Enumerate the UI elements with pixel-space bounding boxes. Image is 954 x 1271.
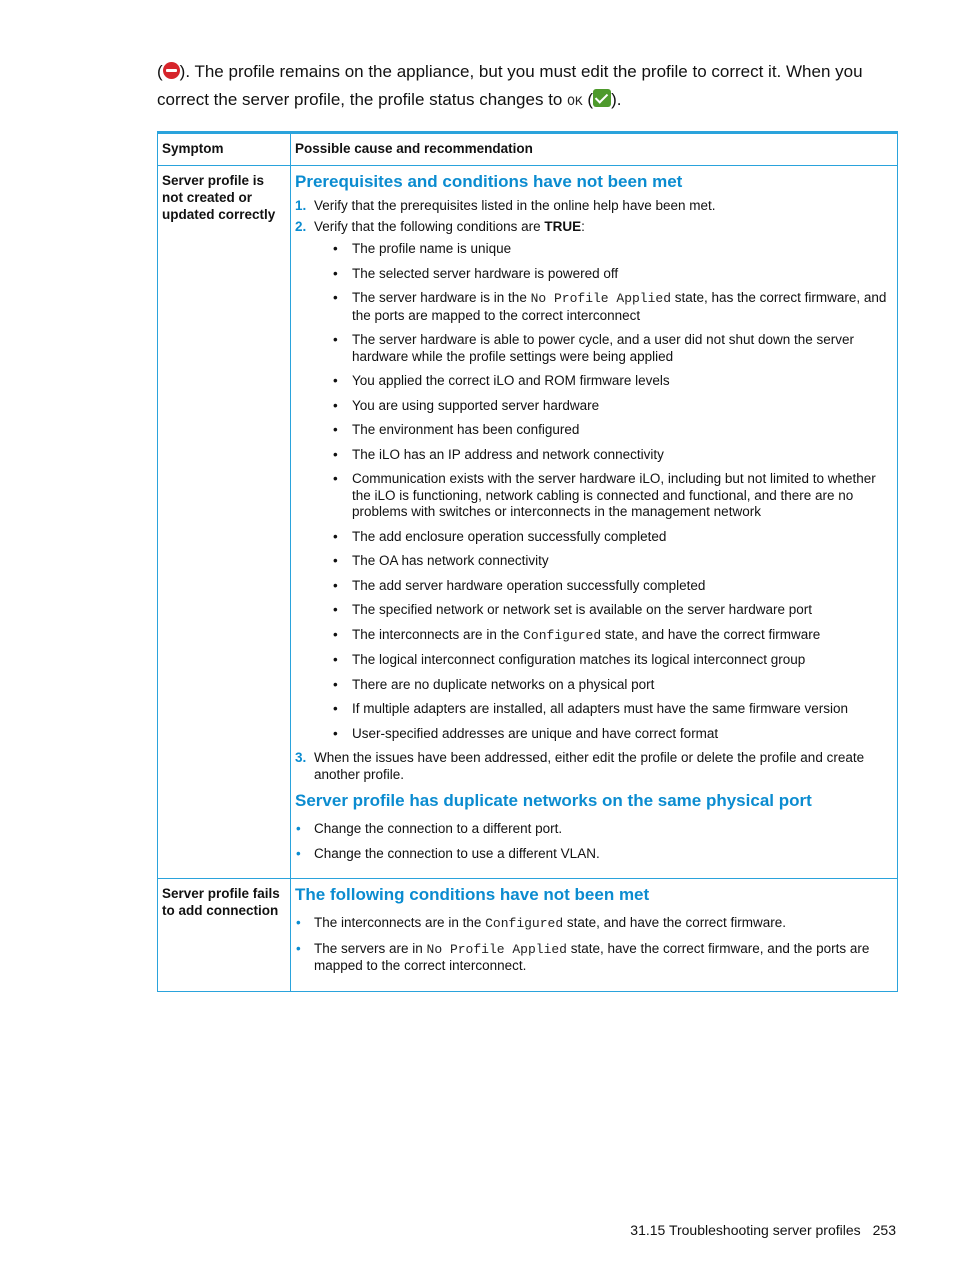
cause-cell (291, 879, 898, 992)
footer-section-title: 31.15 Troubleshooting server profiles (630, 1222, 861, 1238)
item-text: The server hardware is in the (352, 290, 531, 305)
code-text: No Profile Applied (530, 291, 672, 306)
intro-text-2: ( (582, 90, 594, 109)
item-text: state, has the correct firmware, and the ports are mapped to the correct interconnect (352, 290, 887, 323)
step-emphasis: TRUE (544, 218, 582, 234)
list-item: • The logical interconnect configuration matches its logical interconnect group (314, 652, 891, 669)
page-footer (630, 1222, 896, 1238)
list-item: • You applied the correct iLO and ROM firmware levels (314, 373, 891, 390)
symptom-cell: Server profile is not created or updated correctly (158, 166, 291, 879)
step-number: 1. (295, 198, 307, 213)
section-heading-prerequisites: Prerequisites and conditions have not been met (295, 172, 683, 191)
list-item: • The add enclosure operation successfully completed (314, 529, 891, 546)
list-item (295, 219, 891, 743)
list-item (295, 750, 891, 783)
ok-status-code: OK (567, 94, 583, 109)
page-number: 253 (872, 1222, 896, 1238)
conditions-list (314, 241, 891, 742)
list-item: • The iLO has an IP address and network connectivity (314, 447, 891, 464)
list-item: • The add server hardware operation successfully completed (314, 578, 891, 595)
list-item: • Change the connection to use a different VLAN. (295, 846, 891, 863)
intro-paragraph: ( ). The profile remains on the appliance, but you must edit the profile to correct it. When you correct the server profile, the profile status changes to OK ( ). (157, 62, 863, 109)
symptom-cell: Server profile fails to add connection (158, 879, 291, 992)
list-item: • Communication exists with the server hardware iLO, including but not limited to whether the iLO is functioning, network cabling is connected and functional, and there are no problems with switches or interconnects in the management network (314, 471, 891, 521)
list-item: • The specified network or network set is available on the server hardware port (314, 602, 891, 619)
list-item: • The OA has network connectivity (314, 553, 891, 570)
conditions-list (295, 915, 891, 975)
item-text: state, and have the correct firmware (601, 626, 821, 642)
item-text: The interconnects are in the (314, 915, 486, 930)
step-text: When the issues have been addressed, either edit the profile or delete the profile and create another profile. (314, 750, 865, 782)
item-text: state, have the correct firmware, and the ports are mapped to the correct interconnect. (314, 940, 870, 973)
code-text: Configured (485, 916, 564, 931)
steps-list (295, 198, 891, 783)
step-number: 3. (295, 750, 307, 765)
cause-cell (291, 166, 898, 879)
list-item: • There are no duplicate networks on a physical port (314, 677, 891, 694)
list-item: • The selected server hardware is powered off (314, 266, 891, 283)
intro-text-1: ). The profile remains on the appliance, but you must edit the profile to correct it. When you correct the server profile, the profile status changes to (157, 62, 863, 109)
section-heading-duplicate-networks: Server profile has duplicate networks on the same physical port (295, 791, 812, 810)
header-symptom: Symptom (158, 133, 291, 166)
list-item: • The profile name is unique (314, 241, 891, 258)
duplicate-fix-list (295, 821, 891, 862)
troubleshooting-table (157, 131, 898, 992)
list-item: • The environment has been configured (314, 422, 891, 439)
list-item (295, 915, 891, 933)
code-text: Configured (523, 627, 602, 643)
step-text: : (581, 218, 585, 234)
intro-text-3: ). (611, 90, 622, 109)
table-header-row (158, 133, 898, 166)
step-text: Verify that the following conditions are (314, 218, 545, 234)
list-item (295, 198, 891, 215)
table-row (158, 166, 898, 879)
item-text: The servers are in (314, 940, 427, 956)
list-item (314, 290, 891, 324)
list-item: • You are using supported server hardware (314, 398, 891, 415)
list-item: • User-specified addresses are unique and have correct format (314, 726, 891, 743)
code-text: No Profile Applied (426, 941, 567, 957)
list-item: • The server hardware is able to power cycle, and a user did not shut down the server hardware while the profile settings were being applied (314, 332, 891, 365)
header-cause: Possible cause and recommendation (291, 133, 898, 166)
list-item: • Change the connection to a different port. (295, 821, 891, 838)
ok-status-icon (593, 89, 611, 107)
step-text: Verify that the prerequisites listed in the online help have been met. (314, 198, 716, 213)
list-item: • If multiple adapters are installed, all adapters must have the same firmware version (314, 701, 891, 718)
step-number: 2. (295, 218, 307, 234)
item-text: The interconnects are in the (352, 626, 524, 642)
section-heading-conditions: The following conditions have not been met (295, 885, 650, 904)
list-item (295, 941, 891, 975)
error-status-icon (163, 62, 180, 79)
item-text: state, and have the correct firmware. (563, 915, 786, 930)
table-row (158, 879, 898, 992)
list-item (314, 627, 891, 645)
